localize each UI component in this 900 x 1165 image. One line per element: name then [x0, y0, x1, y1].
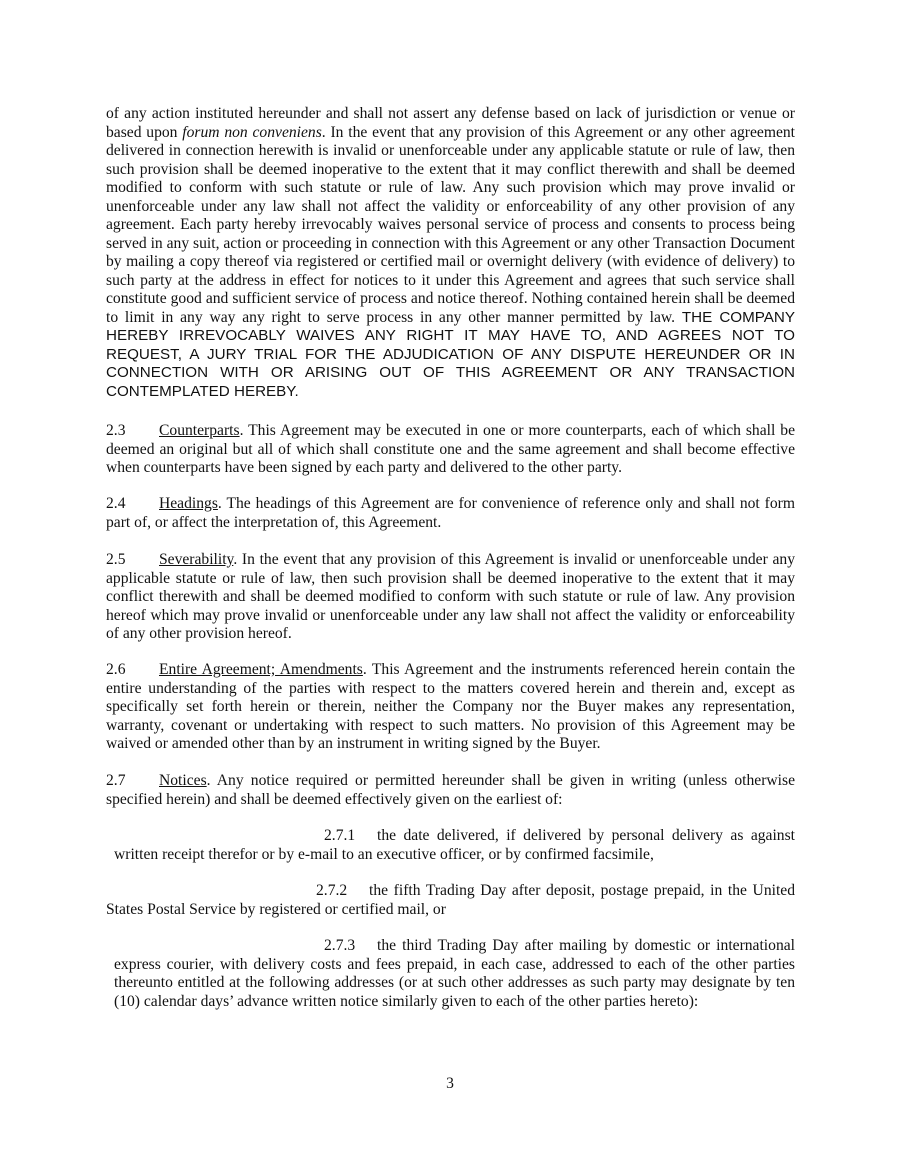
section-number: 2.6 [106, 661, 126, 678]
section-heading: Headings [159, 495, 218, 512]
continuation-text-a: of any action instituted hereunder and shall not assert any defense based on lack of jurisdiction or venue or based upon [106, 105, 795, 141]
section-heading: Severability [159, 551, 234, 568]
section-heading: Counterparts [159, 422, 240, 439]
section-text: . This Agreement may be executed in one or more counterparts, each of which shall be deemed an original but all of which shall constitute one and the same agreement and shall become effective when counterparts have been signed by each party and delivered to the other party. [106, 422, 795, 476]
section-2-7 [106, 772, 795, 809]
section-heading: Entire Agreement; Amendments [159, 661, 363, 678]
subsection-number: 2.7.2 [316, 882, 348, 899]
subsection-number: 2.7.3 [324, 937, 356, 954]
section-text: . In the event that any provision of this Agreement is invalid or unenforceable under any applicable statute or rule of law, then such provision shall be deemed inoperative to the extent that it may conflict therewith and shall be deemed modified to conform with such statute or rule of law. Any provision hereof which may prove invalid or unenforceable under any law shall not affect the validity or enforceability of any other provision hereof. [106, 551, 795, 642]
section-text: . The headings of this Agreement are for convenience of reference only and shall not form part of, or affect the interpretation of, this Agreement. [106, 495, 795, 531]
subsection-2-7-1 [114, 827, 795, 864]
section-number: 2.5 [106, 551, 126, 568]
section-2-3 [106, 422, 795, 478]
section-number: 2.3 [106, 422, 126, 439]
section-text: . Any notice required or permitted hereunder shall be given in writing (unless otherwise specified herein) and shall be deemed effectively given on the earliest of: [106, 772, 795, 808]
continuation-paragraph [106, 105, 795, 401]
subsection-text: the fifth Trading Day after deposit, postage prepaid, in the United States Postal Service by registered or certified mail, or [106, 882, 795, 918]
section-2-6 [106, 661, 795, 754]
page-number: 3 [446, 1075, 454, 1092]
section-text: . This Agreement and the instruments referenced herein contain the entire understanding of the parties with respect to the matters covered herein and therein and, except as specifically set forth herein or therein, neither the Company nor the Buyer makes any representation, warranty, covenant or undertaking with respect to such matters. No provision of this Agreement may be waived or amended other than by an instrument in writing signed by the Buyer. [106, 661, 795, 752]
section-2-5 [106, 551, 795, 644]
section-2-4 [106, 495, 795, 532]
subsection-number: 2.7.1 [324, 827, 356, 844]
subsection-text: the date delivered, if delivered by personal delivery as against written receipt therefor or by e-mail to an executive officer, or by confirmed facsimile, [114, 827, 795, 863]
subsection-2-7-2 [106, 882, 795, 919]
continuation-italic-term: forum non conveniens [182, 123, 322, 141]
continuation-text-b: . In the event that any provision of this Agreement or any other agreement delivered in connection herewith is invalid or unenforceable under any applicable statute or rule of law, then such provision shall be deemed inoperative to the extent that it may conflict therewith and shall be deemed modified to conform with such statute or rule of law. Any such provision which may prove invalid or unenforceable under any law shall not affect the validity or enforceability of any other provision of any agreement. Each party hereby irrevocably waives personal service of process and consents to process being served in any suit, action or proceeding in connection with this Agreement or any other Transaction Document by mailing a copy thereof via registered or certified mail or overnight delivery (with evidence of delivery) to such party at the address in effect for notices to it under this Agreement and agrees that such service shall constitute good and sufficient service of process and notice thereof. Nothing contained herein shall be deemed to limit in any way any right to serve process in any other manner permitted by law. [106, 123, 796, 326]
section-heading: Notices [159, 772, 207, 789]
subsection-text: the third Trading Day after mailing by domestic or international express courier, with delivery costs and fees prepaid, in each case, addressed to each of the other parties thereunto entitled at the following addresses (or at such other addresses as such party may designate by ten (10) calendar days’ advance written notice similarly given to each of the other parties hereto): [114, 937, 795, 1010]
jury-waiver-caps: THE COMPANY HEREBY IRREVOCABLY WAIVES ANY RIGHT IT MAY HAVE TO, AND AGREES NOT TO REQUEST, A JURY TRIAL FOR THE ADJUDICATION OF ANY DISPUTE HEREUNDER OR IN CONNECTION WITH OR ARISING OUT OF THIS AGREEMENT OR ANY TRANSACTION CONTEMPLATED HEREBY. [106, 308, 795, 400]
subsection-2-7-3 [114, 937, 795, 1011]
section-number: 2.4 [106, 495, 126, 512]
section-number: 2.7 [106, 772, 126, 789]
